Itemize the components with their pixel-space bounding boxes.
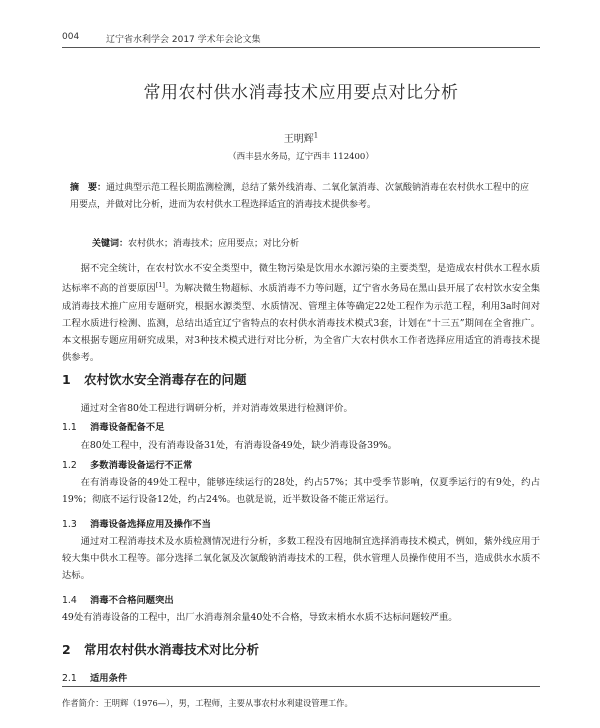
section-2-title: 常用农村供水消毒技术对比分析 [84,642,260,657]
section-2-number: 2 [62,642,71,657]
author-line [62,130,540,145]
subsection-number: 2.1 [62,673,77,684]
subsection-title: 适用条件 [90,673,128,684]
subsection-1-2-heading [62,457,192,471]
subsection-title: 多数消毒设备运行不正常 [90,460,193,471]
page-number: 004 [62,32,80,42]
subsection-1-3-text: 通过对工程消毒技术及水质检测情况进行分析，多数工程没有因地制宜选择消毒技术模式，例如，紫外线应用于较大集中供水工程等。部分选择二氧化氯及次氯酸钠消毒技术的工程，供水管理人员操作使用不当，造成供水水质不达标。 [62,536,540,582]
intro-citation: [1] [155,281,165,290]
subsection-1-2-text: 在有消毒设备的49处工程中，能够连续运行的28处，约占57%；其中受季节影响，仅夏季运行的有9处，约占19%；彻底不运行设备12处，约占24%。也就是说，近半数设备不能正常运行。 [62,477,540,506]
abstract-text: 通过典型示范工程长期监测检测，总结了紫外线消毒、二氧化氯消毒、次氯酸钠消毒在农村供水工程中的应用要点，并做对比分析，进而为农村供水工程选择适宜的消毒技术提供参考。 [70,183,530,210]
footnote-rule [62,686,540,687]
abstract-label: 摘 要： [70,183,107,193]
abstract [70,180,532,214]
intro-text-2: 。为解决微生物超标、水质消毒不力等问题，辽宁省水务局在黑山县开展了农村饮水安全集成消毒技术推广应用专题研究，根据水源类型、水质情况、管理主体等确定22处工程作为示范工程，利用3a时间对工程水质进行检测、监测，总结出适宜辽宁省特点的农村供水消毒技术模式3套，计划在“十三五”期间在全省推广。本文根据专题应用研究成果，对3种技术模式进行对比分析，为全省广大农村供水工作者选择应用适宜的消毒技术提供参考。 [62,283,540,364]
keywords-text: 农村供水；消毒技术；应用要点；对比分析 [128,239,300,249]
subsection-1-3-heading [62,516,211,530]
paper-title: 常用农村供水消毒技术应用要点对比分析 [143,83,459,103]
subsection-2-1-heading [62,670,127,684]
subsection-number: 1.4 [62,595,77,606]
author-sup: 1 [313,131,319,140]
intro-paragraph [62,260,540,366]
subsection-number: 1.2 [62,460,77,471]
affiliation: （西丰县水务局，辽宁西丰 112400） [228,152,374,162]
subsection-1-1-text: 在80处工程中，没有消毒设备31处，有消毒设备49处，缺少消毒设备39%。 [80,440,398,451]
running-header [62,32,540,46]
intro-text-1: 据不完全统计，在农村饮水不安全类型中，微生物污染是饮用水水源污染的主要类型，是造成农村供水工程水质达标率不高的首要原因 [62,263,540,295]
subsection-title: 消毒设备配备不足 [90,422,165,433]
subsection-title: 消毒设备选择应用及操作不当 [90,519,211,530]
subsection-1-1-heading [62,419,164,433]
subsection-1-4-text: 49处有消毒设备的工程中，出厂水消毒剂余量40处不合格，导致末梢水水质不达标问题较严重。 [62,612,458,623]
subsection-number: 1.1 [62,422,77,433]
section-1-heading [62,370,247,388]
subsection-number: 1.3 [62,519,77,530]
header-rule [62,47,540,48]
section-2-heading [62,640,259,658]
section-1-title: 农村饮水安全消毒存在的问题 [84,372,247,387]
author-name: 王明辉 [283,134,314,145]
author-footnote: 作者简介：王明辉（1976—），男，工程师，主要从事农村水利建设管理工作。 [62,698,353,708]
subsection-1-4-heading [62,592,174,606]
section-1-number: 1 [62,372,71,387]
section-1-intro: 通过对全省80处工程进行调研分析，并对消毒效果进行检测评价。 [80,403,353,414]
keywords-label: 关键词： [92,239,129,249]
keywords [92,236,532,249]
subsection-title: 消毒不合格问题突出 [90,595,174,606]
conference-name: 辽宁省水利学会 2017 学术年会论文集 [106,35,261,45]
